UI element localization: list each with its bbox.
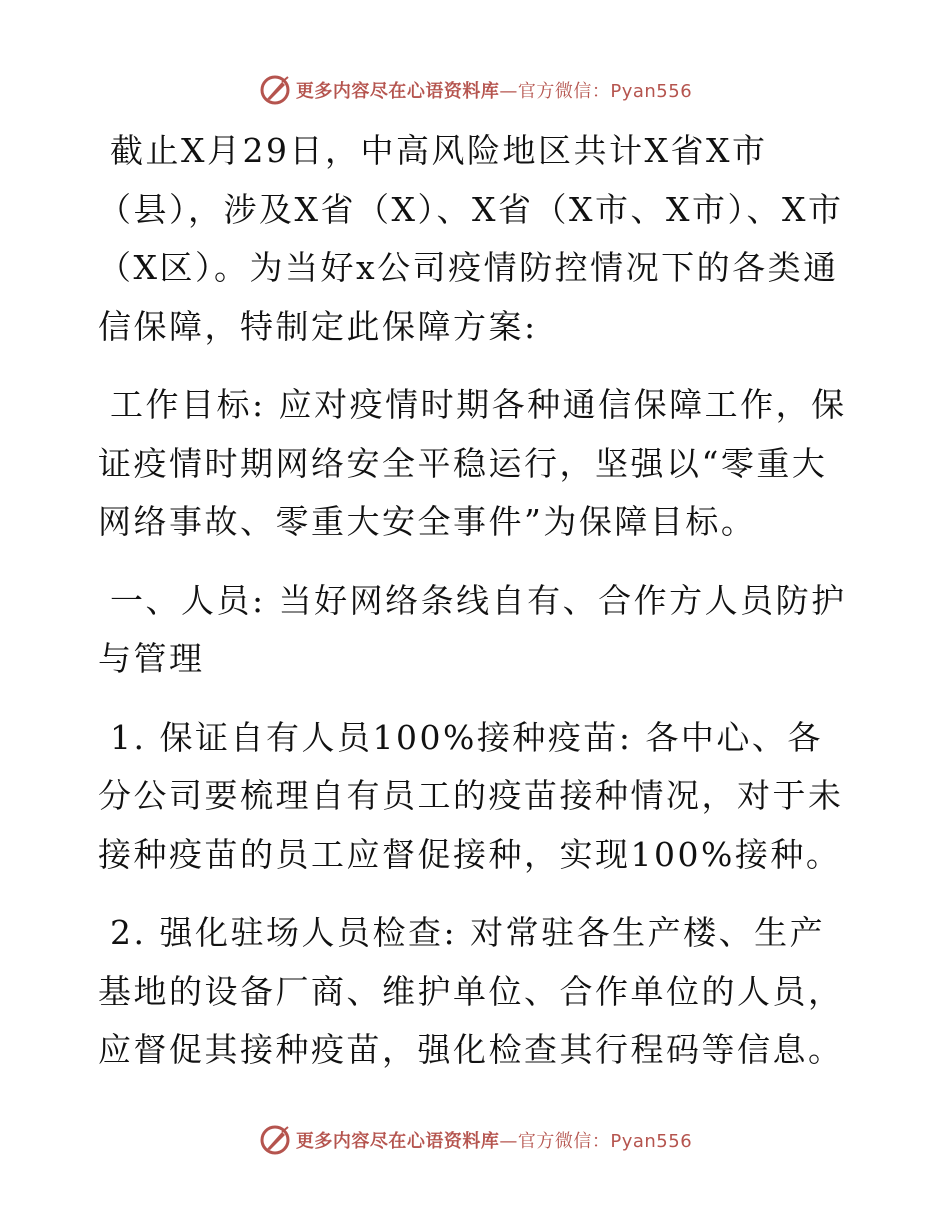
paragraph-item-2: 2. 强化驻场人员检查: 对常驻各生产楼、生产基地的设备厂商、维护单位、合作单位的人员，应督促其接种疫苗，强化检查其行程码等信息。 [98, 913, 844, 1069]
watermark-wechat: 官方微信：Pyan556 [517, 1131, 693, 1152]
watermark-separator: — [499, 1131, 518, 1152]
watermark-wechat: 官方微信：Pyan556 [517, 81, 693, 102]
quill-pen-logo-icon [258, 73, 292, 107]
header-watermark [0, 72, 950, 108]
watermark-text: 更多内容尽在心语资料库 [295, 81, 500, 102]
document-body [98, 122, 858, 1100]
watermark-text: 更多内容尽在心语资料库 [295, 1131, 500, 1152]
paragraph-item-1: 1. 保证自有人员100%接种疫苗: 各中心、各分公司要梳理自有员工的疫苗接种情况，对于未接种疫苗的员工应督促接种，实现100%接种。 [98, 717, 844, 874]
quill-pen-logo-icon [258, 1123, 292, 1157]
watermark-separator: — [499, 81, 518, 102]
footer-watermark [0, 1122, 950, 1158]
paragraph-intro: 截止X月29日，中高风险地区共计X省X市（县），涉及X省（X）、X省（X市、X市）、X市（X区）。为当好x公司疫情防控情况下的各类通信保障，特制定此保障方案: [98, 131, 844, 346]
section-heading-personnel: 一、人员: 当好网络条线自有、合作方人员防护与管理 [98, 580, 847, 678]
paragraph-goal: 工作目标: 应对疫情时期各种通信保障工作，保证疫情时期网络安全平稳运行，坚强以“零重大网络事故、零重大安全事件”为保障目标。 [98, 385, 847, 541]
